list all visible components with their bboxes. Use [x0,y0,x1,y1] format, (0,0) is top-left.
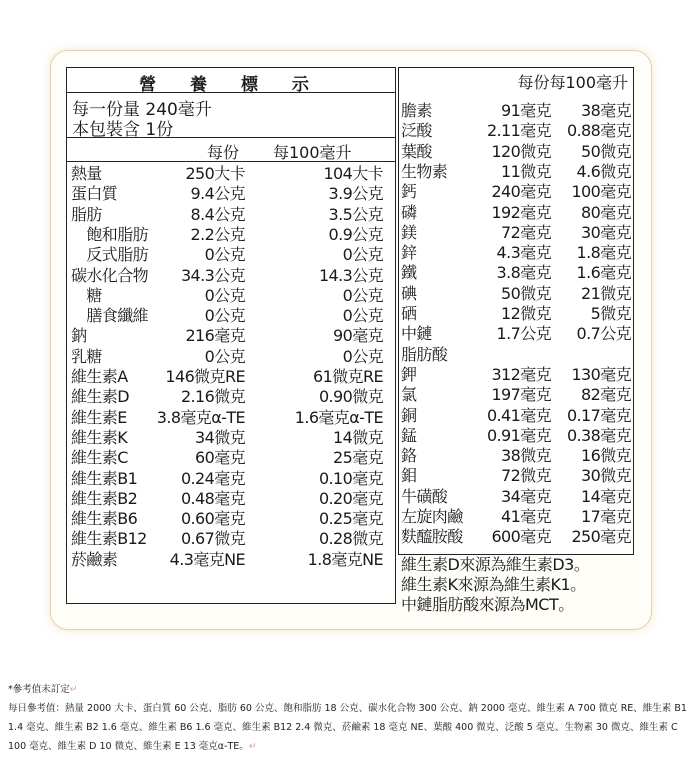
nutrient-name: 碘 [401,283,417,303]
nutrient-name: 鎂 [401,222,417,242]
value-per-100ml: 14毫克 [581,486,631,506]
nutrient-name: 氯 [401,385,417,405]
value-per-100ml: 1.8毫克 [576,243,631,263]
nutrient-name: 鈣 [401,182,417,202]
value-per-100ml: 0.10毫克 [318,468,383,488]
nutrient-name: 鉬 [401,466,417,486]
value-per-serving: 12微克 [501,304,551,323]
nutrient-name: 飽和脂肪 [71,224,149,244]
value-per-100ml: 30毫克 [581,222,631,242]
value-per-serving: 4.3毫克 [496,243,551,263]
value-per-serving: 2.16微克 [180,387,245,407]
nutrient-name: 維生素E [71,407,127,427]
value-per-100ml: 0.9公克 [328,224,383,244]
nutrient-name: 維生素B6 [71,509,138,529]
nutrient-name: 碳水化合物 [71,265,149,285]
value-per-serving: 11微克 [501,161,551,181]
nutrient-name: 膽素 [401,101,432,120]
value-per-serving: 192毫克 [491,202,551,222]
value-per-100ml: 0.28微克 [318,529,383,549]
value-per-100ml: 104大卡 [323,164,383,183]
note-line: 維生素D來源為維生素D3。 [401,555,590,574]
nutrient-name: 銅 [401,405,417,425]
value-per-serving: 0公克 [204,285,245,305]
value-per-serving: 600毫克 [491,527,551,547]
col-per-serving: 每份 [207,143,240,162]
nutrition-facts-left-panel [66,67,396,604]
col-per-100ml: 每100毫升 [273,143,352,162]
value-per-100ml: 82毫克 [581,385,631,405]
nutrient-name: 鈉 [71,326,87,346]
serving-size: 每一份量 240毫升 [72,100,212,120]
nutrient-name: 維生素A [71,367,128,386]
daily-reference-values: 每日參考值：熱量 2000 大卡、蛋白質 60 公克、脂肪 60 公克、飽和脂肪 18 公克、碳水化合物 300 公克、鈉 2000 毫克、維生素 A 700 微克 RE、維生素 B1 1.4 毫克、維生素 B2 1.6 毫克、維生素 B6 1.6 毫克、維生素 B12 2.4 微克、菸鹼素 18 毫克 NE、葉酸 400 微克、泛酸 5 毫克、生物素 30 微克、維生素 C 100 毫克、維生素 D 10 微克、維生素 E 13 毫克α-TE。↵ [8,703,687,752]
value-per-100ml: 14.3公克 [318,265,383,285]
nutrient-name: 牛磺酸 [401,486,448,506]
nutrient-name: 蛋白質 [71,184,118,204]
value-per-serving: 1.7公克 [496,324,551,344]
value-per-serving: 0.60毫克 [180,509,245,529]
value-per-100ml: 0.90微克 [318,387,383,407]
value-per-serving: 41毫克 [501,507,551,526]
value-per-serving: 50微克 [501,283,551,303]
value-per-100ml: 1.8毫克NE [307,549,383,569]
value-per-serving: 2.2公克 [190,224,245,244]
value-per-serving: 0.24毫克 [180,468,245,488]
nutrient-name: 維生素B1 [71,468,138,488]
value-per-100ml: 80毫克 [581,202,631,222]
right-column-header: 每份每100毫升 [517,73,628,92]
nutrition-facts-right-panel [398,67,634,555]
nutrient-name: 反式脂肪 [71,245,149,265]
nutrient-name: 維生素D [71,387,129,407]
value-per-100ml: 21微克 [581,283,631,303]
value-per-100ml: 0.7公克 [576,324,631,344]
nutrient-name: 磷 [401,202,417,222]
value-per-100ml: 0.20毫克 [318,488,383,508]
value-per-100ml: 30微克 [581,466,631,486]
nutrient-name: 熱量 [71,164,102,183]
nutrient-name: 泛酸 [401,121,432,141]
value-per-100ml: 16微克 [581,446,631,466]
nutrient-name: 維生素K [71,427,128,447]
divider [67,137,395,138]
value-per-100ml: 3.9公克 [328,184,383,204]
value-per-100ml: 0公克 [342,285,383,305]
footnote [8,680,692,756]
nutrient-name: 中鏈 [401,324,432,344]
nutrient-name: 維生素C [71,448,128,468]
note-line: 維生素K來源為維生素K1。 [401,575,586,594]
value-per-serving: 2.11毫克 [486,121,551,141]
value-per-serving: 216毫克 [185,326,245,346]
value-per-serving: 120微克 [491,141,551,161]
value-per-100ml: 100毫克 [571,182,631,202]
value-per-serving: 4.3毫克NE [169,549,245,569]
value-per-100ml: 17毫克 [581,507,631,526]
value-per-serving: 0.48毫克 [180,488,245,508]
value-per-serving: 0.67微克 [180,529,245,549]
value-per-100ml: 0.38毫克 [566,425,631,445]
value-per-serving: 250大卡 [185,164,245,183]
nutrition-title: 營 養 標 示 [139,75,323,95]
value-per-serving: 8.4公克 [190,204,245,224]
servings-per-package: 本包裝含 1份 [72,120,174,140]
value-per-serving: 9.4公克 [190,184,245,204]
value-per-serving: 34.3公克 [180,265,245,285]
value-per-serving: 60毫克 [195,448,245,468]
value-per-100ml: 61微克RE [313,367,383,386]
value-per-serving: 197毫克 [491,385,551,405]
nutrient-name: 生物素 [401,161,448,181]
value-per-serving: 72毫克 [501,222,551,242]
value-per-serving: 34毫克 [501,486,551,506]
value-per-100ml: 4.6微克 [576,161,631,181]
value-per-serving: 0.91毫克 [486,425,551,445]
divider [67,92,395,93]
value-per-100ml: 3.5公克 [328,204,383,224]
value-per-serving: 0公克 [204,306,245,326]
value-per-serving: 0.41毫克 [486,405,551,425]
value-per-serving: 0公克 [204,346,245,366]
value-per-100ml: 5微克 [590,304,631,323]
value-per-100ml: 0公克 [342,245,383,265]
value-per-100ml: 0.25毫克 [318,509,383,529]
value-per-100ml: 0公克 [342,346,383,366]
nutrient-name: 菸鹼素 [71,549,118,569]
value-per-serving: 240毫克 [491,182,551,202]
value-per-100ml: 0.88毫克 [566,121,631,141]
value-per-100ml: 0.17毫克 [566,405,631,425]
divider [67,161,395,162]
nutrient-name: 糖 [71,285,102,305]
value-per-serving: 3.8毫克 [496,263,551,283]
value-per-serving: 72微克 [501,466,551,486]
nutrient-name: 膳食纖維 [71,306,149,326]
nutrient-name: 維生素B2 [71,488,138,508]
value-per-serving: 3.8毫克α-TE [156,407,245,427]
value-per-serving: 38微克 [501,446,551,466]
value-per-100ml: 1.6毫克α-TE [294,407,383,427]
nutrient-name: 葉酸 [401,141,432,161]
nutrient-name: 硒 [401,304,417,323]
value-per-100ml: 14微克 [333,427,383,447]
nutrient-name: 左旋肉鹼 [401,507,463,526]
nutrient-name: 鋅 [401,243,417,263]
value-per-100ml: 38毫克 [581,101,631,120]
nutrient-name: 錳 [401,425,417,445]
value-per-100ml: 0公克 [342,306,383,326]
nutrient-name: 鉻 [401,446,417,466]
nutrient-name: 維生素B12 [71,529,147,549]
value-per-serving: 91毫克 [501,101,551,120]
nutrient-name: 乳糖 [71,346,102,366]
value-per-100ml: 250毫克 [571,527,631,547]
value-per-100ml: 90毫克 [333,326,383,346]
nutrient-name: 脂肪酸 [401,344,448,364]
value-per-100ml: 1.6毫克 [576,263,631,283]
value-per-100ml: 130毫克 [571,364,631,384]
note-line: 中鏈脂肪酸來源為MCT。 [401,595,574,614]
nutrient-name: 脂肪 [71,204,102,224]
value-per-serving: 34微克 [195,427,245,447]
value-per-serving: 312毫克 [491,364,551,384]
nutrient-name: 鐵 [401,263,417,283]
nutrient-name: 鉀 [401,364,417,384]
value-per-100ml: 50微克 [581,141,631,161]
nutrient-name: 麩醯胺酸 [401,527,463,547]
notes [401,555,589,615]
footnote-title: *參考值未訂定↵ [8,684,78,695]
value-per-serving: 0公克 [204,245,245,265]
value-per-serving: 146微克RE [165,367,245,386]
value-per-100ml: 25毫克 [333,448,383,468]
